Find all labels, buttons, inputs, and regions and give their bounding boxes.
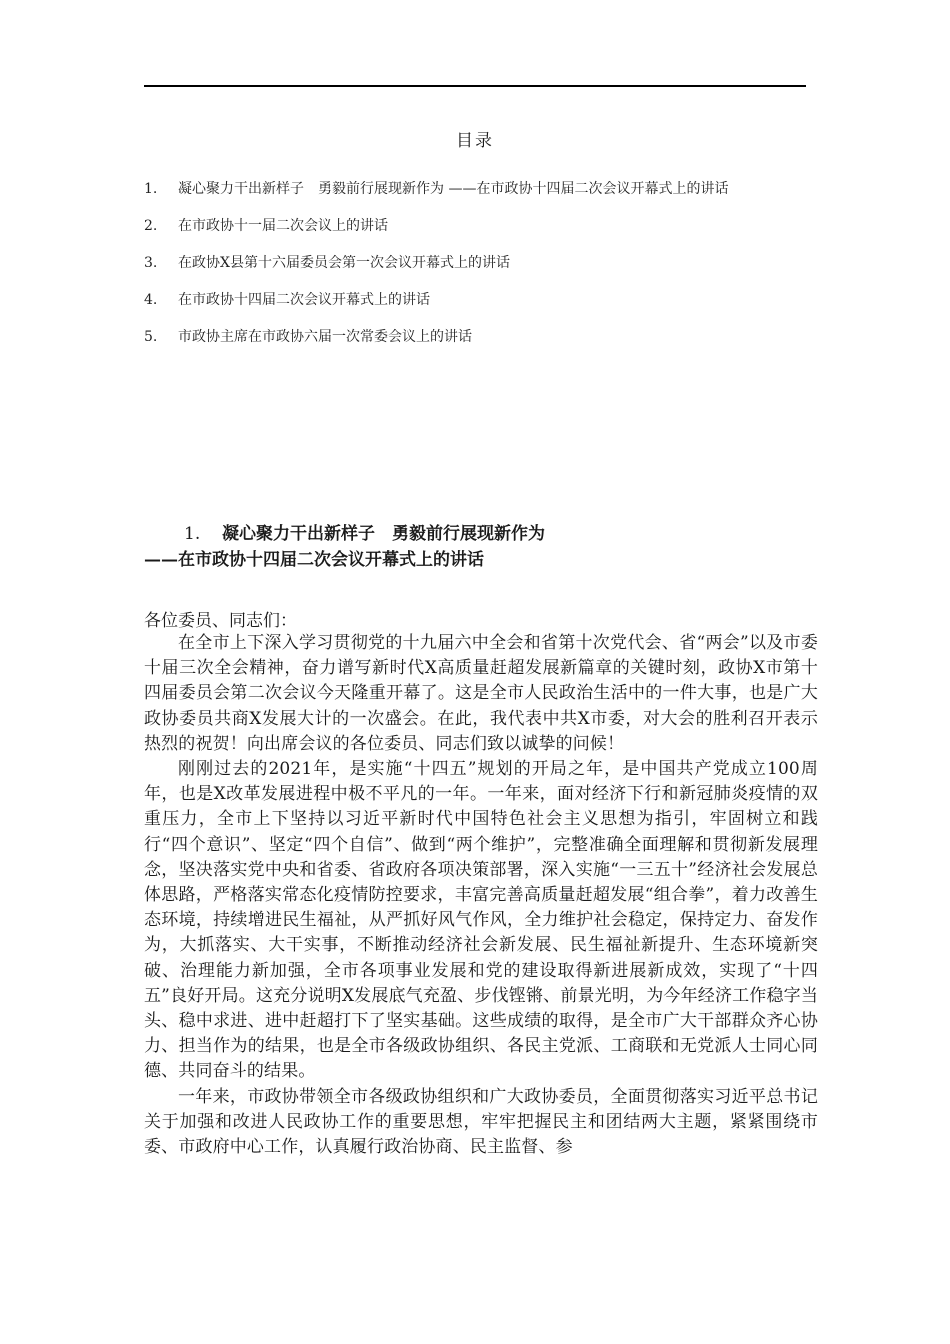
article-body: [144, 631, 818, 1160]
body-paragraph: 刚刚过去的2021年，是实施“十四五”规划的开局之年，是中国共产党成立100周年，也是X改革发展进程中极不平凡的一年。一年来，面对经济下行和新冠肺炎疫情的双重压力，全市上下坚持以习近平新时代中国特色社会主义思想为指引，牢固树立和践行“四个意识”、坚定“四个自信”、做到“两个维护”，完整准确全面理解和贯彻新发展理念，坚决落实党中央和省委、省政府各项决策部署，深入实施“一三五十”经济社会发展总体思路，严格落实常态化疫情防控要求，丰富完善高质量赶超发展“组合拳”，着力改善生态环境，持续增进民生福祉，从严抓好风气作风，全力维护社会稳定，保持定力、奋发作为，大抓落实、大干实事，不断推动经济社会新发展、民生福祉新提升、生态环境新突破、治理能力新加强，全市各项事业发展和党的建设取得新进展新成效，实现了“十四五”良好开局。这充分说明X发展底气充盈、步伐铿锵、前景光明，为今年经济工作稳字当头、稳中求进、进中赶超打下了坚实基础。这些成绩的取得，是全市广大干部群众齐心协力、担当作为的结果，也是全市各级政协组织、各民主党派、工商联和无党派人士同心同德、共同奋斗的结果。: [144, 759, 818, 1082]
toc-item[interactable]: [144, 324, 812, 350]
toc-item[interactable]: [144, 176, 812, 202]
toc-item-text: 在市政协十一届二次会议上的讲话: [178, 218, 388, 234]
toc-item-number: 5.: [144, 329, 158, 345]
toc-item-text: 凝心聚力干出新样子 勇毅前行展现新作为 ——在市政协十四届二次会议开幕式上的讲话: [178, 181, 729, 197]
article-number: 1.: [184, 524, 201, 544]
body-paragraph: 一年来，市政协带领全市各级政协组织和广大政协委员，全面贯彻落实习近平总书记关于加强和改进人民政协工作的重要思想，牢牢把握民主和团结两大主题，紧紧围绕市委、市政府中心工作，认真履行政治协商、民主监督、参: [144, 1086, 818, 1158]
article-title-line: [144, 521, 806, 547]
toc-item-text: 市政协主席在市政协六届一次常委会议上的讲话: [178, 329, 472, 345]
toc-item[interactable]: [144, 213, 812, 239]
body-paragraph: 在全市上下深入学习贯彻党的十九届六中全会和省第十次党代会、省“两会”以及市委十届三次全会精神，奋力谱写新时代X高质量赶超发展新篇章的关键时刻，政协X市第十四届委员会第二次会议今天隆重开幕了。这是全市人民政治生活中的一件大事，也是广大政协委员共商X发展大计的一次盛会。在此，我代表中共X市委，对大会的胜利召开表示热烈的祝贺！向出席会议的各位委员、同志们致以诚挚的问候！: [144, 633, 818, 754]
toc-item-number: 2.: [144, 218, 158, 234]
toc-item-number: 3.: [144, 255, 158, 271]
toc-item-number: 1.: [144, 181, 158, 197]
header-rule: [144, 85, 806, 87]
toc-item[interactable]: [144, 287, 812, 313]
article-heading: [144, 521, 806, 573]
toc-title: 目录: [456, 131, 494, 151]
toc-item-number: 4.: [144, 292, 158, 308]
table-of-contents: [144, 176, 812, 361]
toc-item-text: 在市政协十四届二次会议开幕式上的讲话: [178, 292, 430, 308]
toc-item-text: 在政协X县第十六届委员会第一次会议开幕式上的讲话: [178, 255, 510, 271]
article-title: 凝心聚力干出新样子 勇毅前行展现新作为: [222, 524, 545, 544]
toc-item[interactable]: [144, 250, 812, 276]
article-subtitle: ——在市政协十四届二次会议开幕式上的讲话: [144, 550, 484, 570]
salutation: 各位委员、同志们：: [144, 611, 297, 631]
